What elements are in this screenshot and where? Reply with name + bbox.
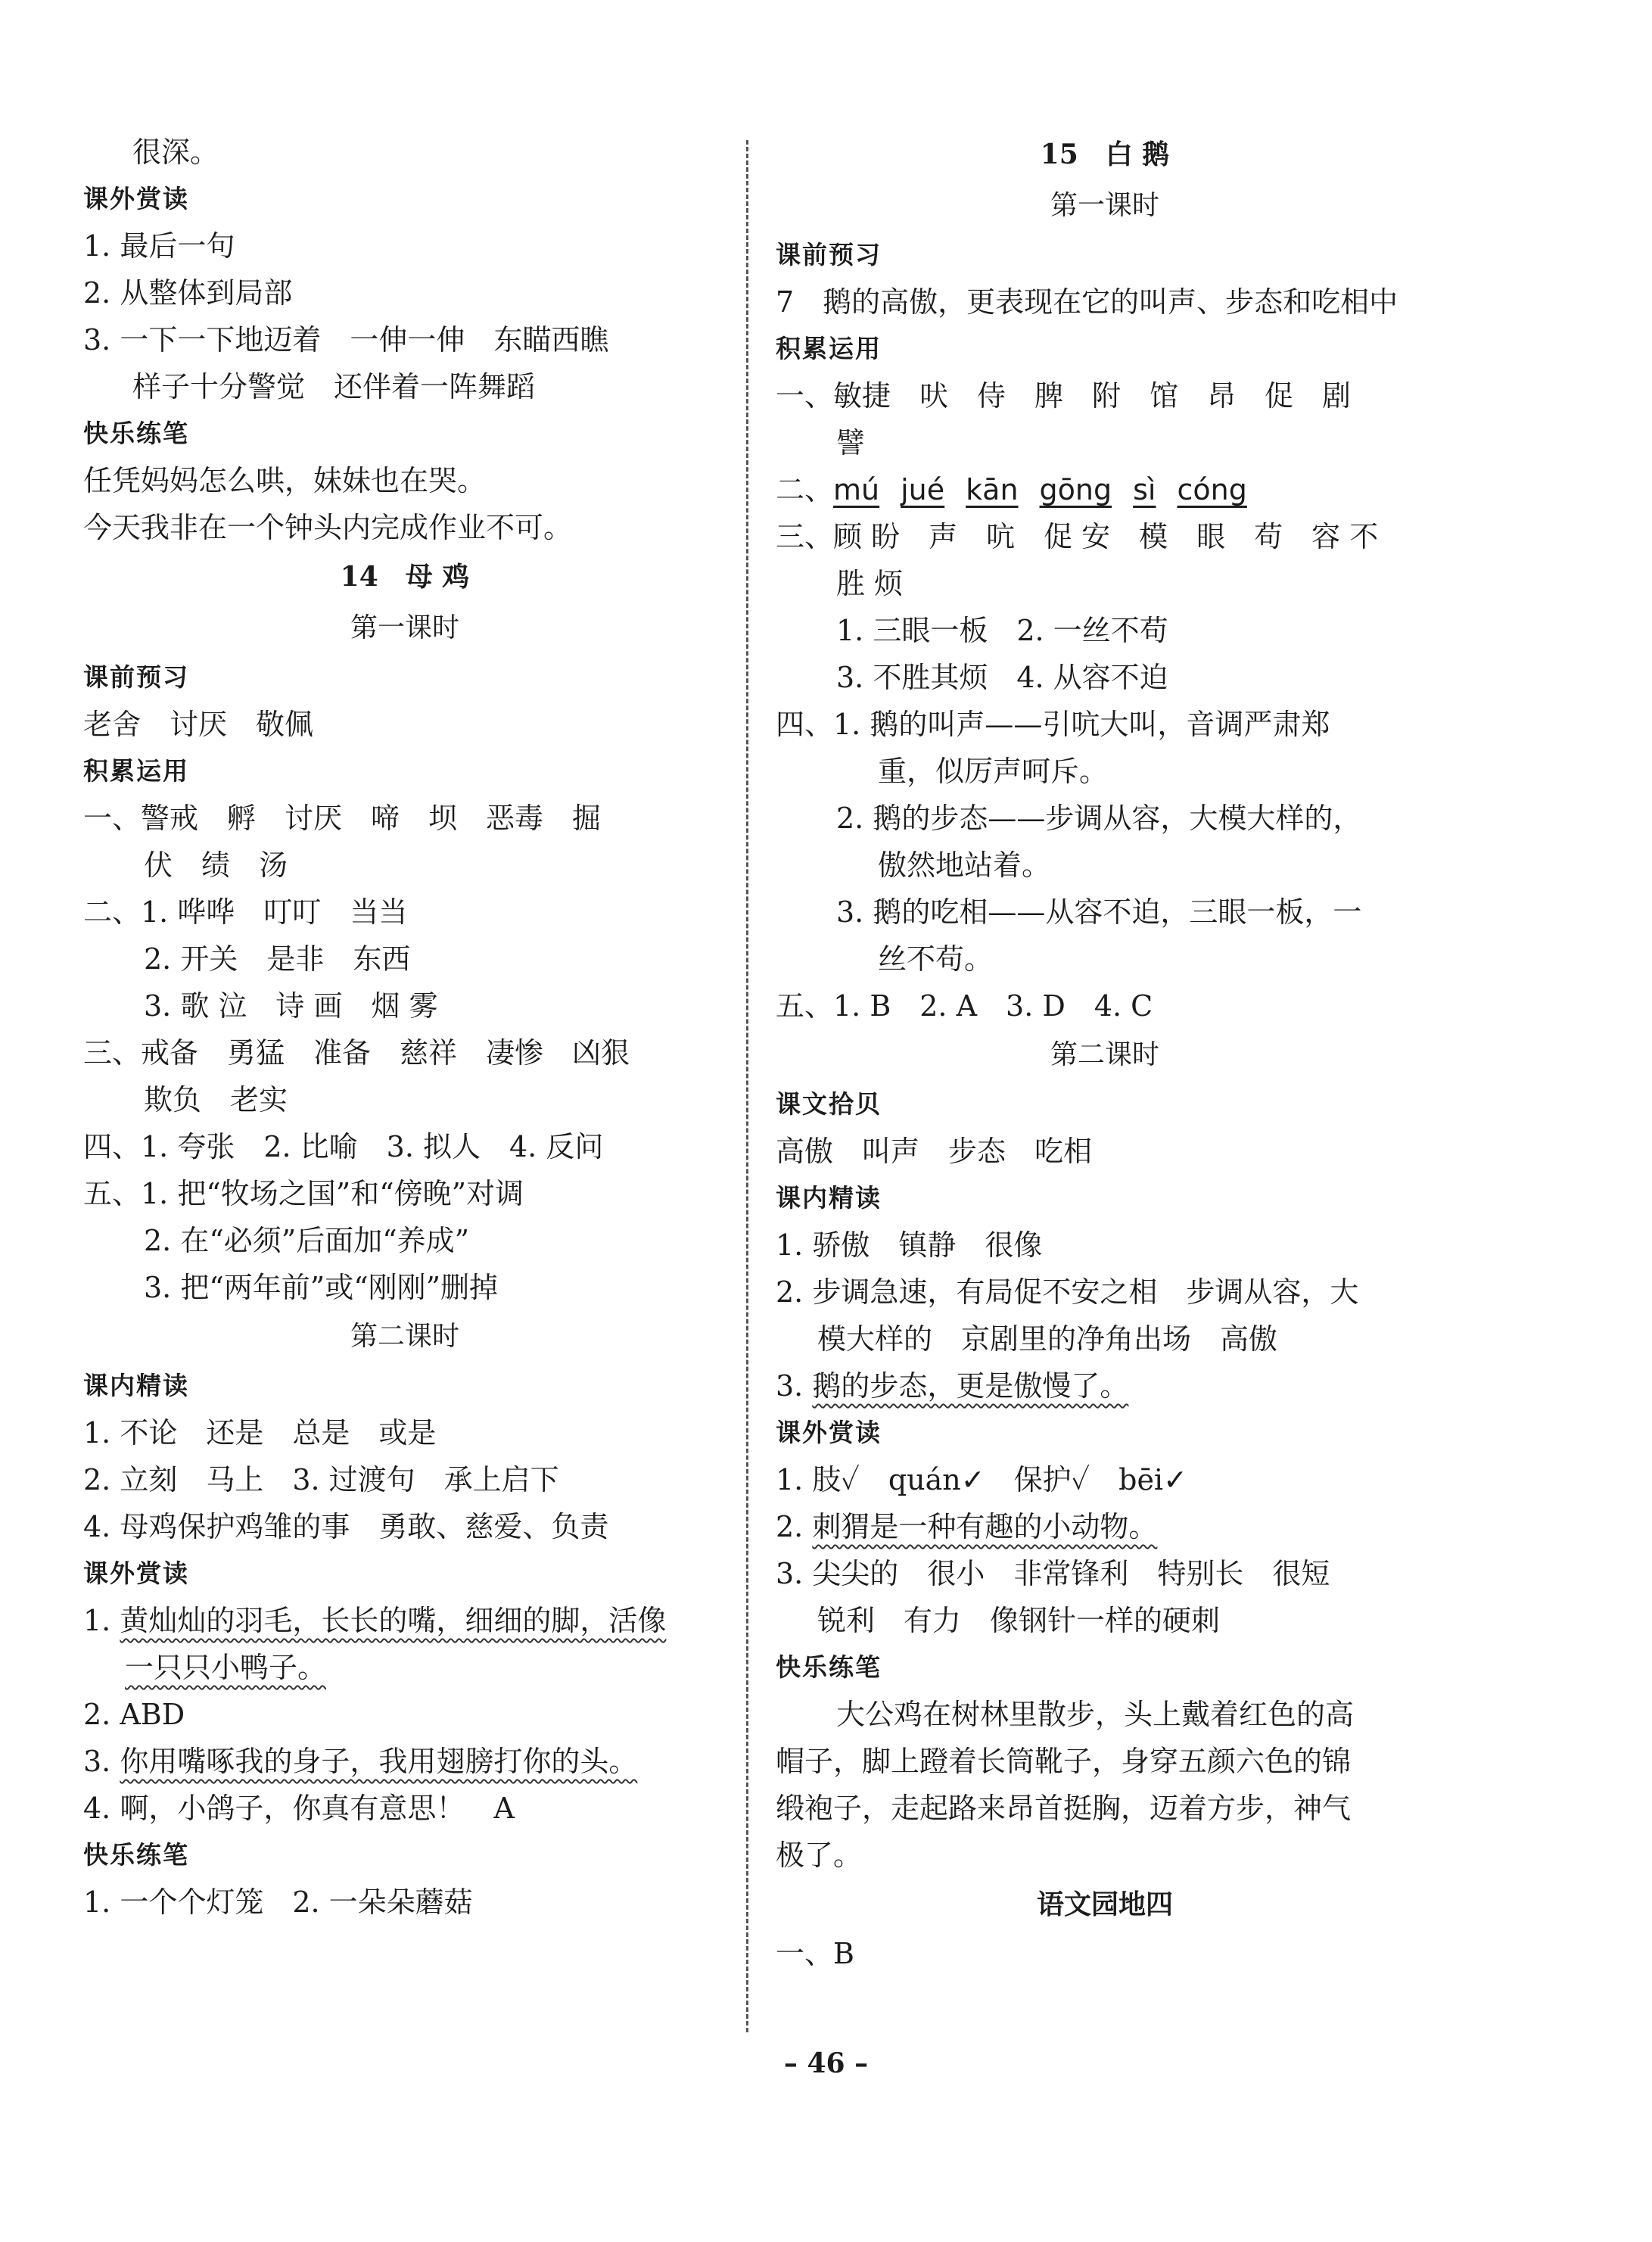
answer-line: 一、敏捷 吠 侍 脾 附 馆 昂 促 剧 xyxy=(776,379,1352,413)
answer-line: 2. 在“必须”后面加“养成” xyxy=(144,1224,470,1257)
answer-line: 7 鹅的高傲，更表现在它的叫声、步态和吃相中 xyxy=(776,285,1398,319)
pinyin-answer: gōng xyxy=(1039,473,1112,506)
lesson-period: 第一课时 xyxy=(1050,190,1159,221)
left-column xyxy=(83,129,726,1926)
item-number: 3. xyxy=(776,1369,813,1403)
answer-line: 傲然地站着。 xyxy=(878,849,1051,882)
answer-line: 四、1. 鹅的叫声——引吭大叫，音调严肃郑 xyxy=(776,708,1330,741)
answer-line: 2. ABD xyxy=(83,1698,185,1731)
section-heading: 积累运用 xyxy=(83,756,189,786)
lesson-title: 15 白 鹅 xyxy=(1040,139,1170,170)
answer-line: 1. 最后一句 xyxy=(83,229,235,263)
pinyin-answer: cóng xyxy=(1177,473,1247,506)
right-column xyxy=(776,129,1434,1977)
answer-line: 缎袍子，走起路来昂首挺胸，迈着方步，神气 xyxy=(776,1792,1352,1825)
section-heading: 课外赏读 xyxy=(83,184,189,213)
section-heading: 快乐练笔 xyxy=(83,419,189,448)
item-number: 2. xyxy=(776,1510,813,1543)
answer-line: 四、1. 夸张 2. 比喻 3. 拟人 4. 反问 xyxy=(83,1130,604,1163)
answer-line: 1. 骄傲 镇静 很像 xyxy=(776,1228,1043,1262)
answer-line: 3. 歌 泣 诗 画 烟 雾 xyxy=(144,989,438,1023)
answer-line: 3. 一下一下地迈着 一伸一伸 东瞄西瞧 xyxy=(83,323,609,357)
item-number: 1. xyxy=(83,1604,120,1637)
underlined-answer: 你用嘴啄我的身子，我用翅膀打你的头。 xyxy=(120,1745,638,1778)
answer-line: 样子十分警觉 还伴着一阵舞蹈 xyxy=(132,370,536,403)
answer-line: 4. 母鸡保护鸡雏的事 勇敢、慈爱、负责 xyxy=(83,1510,609,1543)
item-number: 二、 xyxy=(776,473,834,506)
answer-line: 老舍 讨厌 敬佩 xyxy=(83,708,314,741)
answer-line xyxy=(83,1738,726,1785)
section-heading: 课前预习 xyxy=(776,240,882,269)
underlined-answer: 一只只小鸭子。 xyxy=(125,1651,327,1684)
underlined-answer: 刺猬是一种有趣的小动物。 xyxy=(812,1510,1158,1543)
answer-line xyxy=(776,1362,1434,1409)
answer-line: 很深。 xyxy=(132,135,219,169)
lesson-period: 第二课时 xyxy=(1050,1039,1159,1070)
answer-line xyxy=(83,1597,726,1644)
answer-line: 丝不苟。 xyxy=(878,942,994,976)
answer-line: 伏 绩 汤 xyxy=(144,849,288,882)
answer-line: 今天我非在一个钟头内完成作业不可。 xyxy=(83,511,573,544)
answer-line: 一、警戒 孵 讨厌 啼 坝 恶毒 掘 xyxy=(83,802,602,835)
pinyin-answer: jué xyxy=(901,473,945,506)
answer-line: 二、1. 哗哗 叮叮 当当 xyxy=(83,895,408,929)
underlined-answer: 鹅的步态，更是傲慢了。 xyxy=(812,1369,1129,1403)
answer-line: 五、1. 把“牧场之国”和“傍晚”对调 xyxy=(83,1177,524,1210)
lesson-title: 14 母 鸡 xyxy=(340,561,470,593)
answer-line xyxy=(83,1644,726,1691)
answer-line: 任凭妈妈怎么哄，妹妹也在哭。 xyxy=(83,464,487,497)
answer-line: 4. 啊，小鸽子，你真有意思！ A xyxy=(83,1792,515,1825)
answer-line: 帽子，脚上蹬着长筒靴子，身穿五颜六色的锦 xyxy=(776,1745,1352,1778)
section-heading: 积累运用 xyxy=(776,334,882,363)
answer-line: 胜 烦 xyxy=(836,567,904,600)
answer-line: 锐利 有力 像钢针一样的硬刺 xyxy=(817,1604,1221,1637)
answer-line: 欺负 老实 xyxy=(144,1083,288,1116)
answer-line: 3. 不胜其烦 4. 从容不迫 xyxy=(836,661,1168,694)
section-heading: 课内精读 xyxy=(776,1183,882,1213)
answer-line: 1. 三眼一板 2. 一丝不苟 xyxy=(836,614,1168,647)
answer-line: 2. 鹅的步态——步调从容，大模大样的， xyxy=(836,802,1362,835)
answer-line: 譬 xyxy=(836,426,866,459)
answer-line: 3. 尖尖的 很小 非常锋利 特别长 很短 xyxy=(776,1557,1330,1590)
pinyin-answer: sì xyxy=(1133,473,1156,506)
answer-line: 3. 把“两年前”或“刚刚”删掉 xyxy=(144,1271,499,1304)
answer-line: 1. 肢✓ quán✓ 保护✓ bēi✓ xyxy=(776,1463,1187,1496)
page-number: – 46 – xyxy=(783,2047,869,2079)
answer-line: 极了。 xyxy=(776,1839,863,1872)
section-heading: 课内精读 xyxy=(83,1371,189,1400)
answer-line: 1. 不论 还是 总是 或是 xyxy=(83,1416,437,1450)
underlined-answer: 黄灿灿的羽毛，长长的嘴，细细的脚，活像 xyxy=(120,1604,667,1637)
answer-line: 一、B xyxy=(776,1937,854,1970)
answer-line: 大公鸡在树林里散步，头上戴着红色的高 xyxy=(836,1698,1355,1731)
section-heading: 课文拾贝 xyxy=(776,1089,882,1119)
answer-line: 2. 步调急速，有局促不安之相 步调从容，大 xyxy=(776,1275,1359,1309)
answer-line: 2. 立刻 马上 3. 过渡句 承上启下 xyxy=(83,1463,559,1496)
answer-line: 三、顾 盼 声 吭 促 安 模 眼 苟 容 不 xyxy=(776,520,1379,553)
pinyin-answer: kān xyxy=(966,473,1019,506)
lesson-title: 语文园地四 xyxy=(1036,1889,1173,1920)
answer-line xyxy=(776,466,1434,513)
section-heading: 快乐练笔 xyxy=(776,1652,882,1682)
section-heading: 课前预习 xyxy=(83,662,189,692)
answer-line: 高傲 叫声 步态 吃相 xyxy=(776,1135,1093,1168)
column-divider xyxy=(746,140,748,2032)
answer-line: 三、戒备 勇猛 准备 慈祥 凄惨 凶狠 xyxy=(83,1036,630,1070)
answer-line: 2. 从整体到局部 xyxy=(83,276,293,310)
answer-line xyxy=(776,1503,1434,1550)
section-heading: 课外赏读 xyxy=(83,1559,189,1588)
answer-line: 2. 开关 是非 东西 xyxy=(144,942,411,976)
pinyin-answer: mú xyxy=(833,473,880,506)
section-heading: 快乐练笔 xyxy=(83,1840,189,1870)
lesson-period: 第二课时 xyxy=(350,1321,459,1352)
answer-line: 模大样的 京剧里的净角出场 高傲 xyxy=(817,1322,1278,1356)
answer-line: 1. 一个个灯笼 2. 一朵朵蘑菇 xyxy=(83,1885,473,1919)
answer-line: 3. 鹅的吃相——从容不迫，三眼一板，一 xyxy=(836,895,1362,929)
lesson-period: 第一课时 xyxy=(350,612,459,643)
section-heading: 课外赏读 xyxy=(776,1418,882,1447)
item-number: 3. xyxy=(83,1745,120,1778)
answer-line: 重，似厉声呵斥。 xyxy=(878,755,1109,788)
answer-line: 五、1. B 2. A 3. D 4. C xyxy=(776,989,1153,1023)
